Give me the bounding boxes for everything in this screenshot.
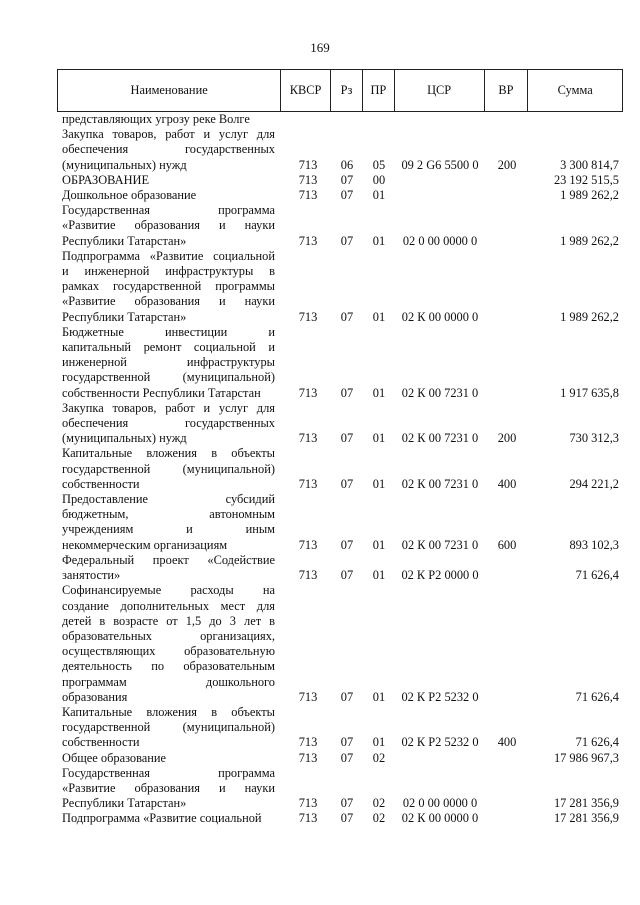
cell-sum: 71 626,4 <box>575 735 619 750</box>
name-line: Республики Татарстан» <box>62 796 187 811</box>
table-row <box>57 188 623 203</box>
name-line: Общее образование <box>62 750 167 765</box>
table-row <box>57 553 623 583</box>
cell-pr: 01 <box>372 568 386 583</box>
table-row <box>57 203 623 249</box>
cell-name <box>57 203 275 249</box>
cell-kvsr: 713 <box>298 811 318 826</box>
name-line: Бюджетные инвестиции и <box>62 324 275 339</box>
name-line: создание дополнительных мест для <box>62 598 275 613</box>
cell-pr: 01 <box>372 385 386 400</box>
cell-csr: 02 К 00 0000 0 <box>401 811 479 826</box>
cell-kvsr: 713 <box>298 309 318 324</box>
table-row <box>57 325 623 401</box>
cell-rz: 07 <box>340 568 354 583</box>
table-row <box>57 766 623 812</box>
name-line: Подпрограмма «Развитие социальной <box>62 248 275 263</box>
cell-csr: 02 К P2 5232 0 <box>401 735 479 750</box>
cell-pr: 01 <box>372 735 386 750</box>
cell-sum: 71 626,4 <box>575 689 619 704</box>
name-line: Капитальные вложения в объекты <box>62 446 275 461</box>
cell-pr: 00 <box>372 172 386 187</box>
cell-csr: 09 2 G6 5500 0 <box>401 157 479 172</box>
cell-name <box>57 705 275 751</box>
cell-rz: 07 <box>340 750 354 765</box>
cell-rz: 07 <box>340 172 354 187</box>
cell-pr: 02 <box>372 750 386 765</box>
table-row <box>57 173 623 188</box>
cell-kvsr: 713 <box>298 431 318 446</box>
cell-csr: 02 К 00 7231 0 <box>401 431 479 446</box>
cell-csr: 02 0 00 0000 0 <box>402 796 478 811</box>
cell-sum: 17 281 356,9 <box>553 811 619 826</box>
header-sum: Сумма <box>557 83 593 97</box>
cell-name <box>57 112 275 127</box>
cell-kvsr: 713 <box>298 385 318 400</box>
cell-csr: 02 К P2 5232 0 <box>401 689 479 704</box>
cell-name <box>57 249 275 325</box>
name-line: государственной (муниципальной) <box>62 720 275 735</box>
name-line: «Развитие образования и науки <box>62 218 275 233</box>
cell-rz: 07 <box>340 431 354 446</box>
cell-kvsr: 713 <box>298 157 318 172</box>
cell-rz: 07 <box>340 537 354 552</box>
name-line: «Развитие образования и науки <box>62 780 275 795</box>
cell-name <box>57 173 275 188</box>
name-line: собственности <box>62 735 140 750</box>
table-row <box>57 446 623 492</box>
cell-sum: 893 102,3 <box>569 537 619 552</box>
cell-kvsr: 713 <box>298 172 318 187</box>
header-kvsr: КВСР <box>281 70 331 111</box>
name-line: Государственная программа <box>62 765 275 780</box>
cell-vr: 400 <box>497 735 517 750</box>
cell-name <box>57 811 275 826</box>
name-line: капитальный ремонт социальной и <box>62 340 275 355</box>
cell-rz: 07 <box>340 811 354 826</box>
cell-kvsr: 713 <box>298 233 318 248</box>
name-line: детей в возрасте от 1,5 до 3 лет в <box>62 613 275 628</box>
table-row <box>57 811 623 826</box>
name-line: собственности Республики Татарстан <box>62 385 261 400</box>
name-line: государственной (муниципальной) <box>62 461 275 476</box>
cell-rz: 07 <box>340 233 354 248</box>
cell-name <box>57 766 275 812</box>
name-line: бюджетным, автономным <box>62 507 275 522</box>
table-row <box>57 249 623 325</box>
table-body <box>57 112 623 827</box>
name-line: Республики Татарстан» <box>62 233 187 248</box>
cell-rz: 06 <box>340 157 354 172</box>
cell-rz: 07 <box>340 385 354 400</box>
cell-vr: 600 <box>497 537 517 552</box>
table-row <box>57 127 623 173</box>
name-line: Закупка товаров, работ и услуг для <box>62 400 275 415</box>
cell-pr: 01 <box>372 188 386 203</box>
cell-sum: 17 281 356,9 <box>553 796 619 811</box>
cell-csr: 02 К 00 7231 0 <box>401 385 479 400</box>
cell-csr: 02 К 00 7231 0 <box>401 476 479 491</box>
cell-kvsr: 713 <box>298 796 318 811</box>
cell-kvsr: 713 <box>298 750 318 765</box>
cell-pr: 01 <box>372 689 386 704</box>
table-row <box>57 751 623 766</box>
name-line: Подпрограмма «Развитие социальной <box>62 811 262 826</box>
header-vr: ВР <box>485 70 529 111</box>
table-header <box>57 69 623 112</box>
cell-pr: 01 <box>372 537 386 552</box>
name-line: занятости» <box>62 568 121 583</box>
cell-name <box>57 188 275 203</box>
cell-sum: 294 221,2 <box>569 476 619 491</box>
cell-rz: 07 <box>340 188 354 203</box>
cell-csr: 02 К 00 7231 0 <box>401 537 479 552</box>
cell-vr: 200 <box>497 157 517 172</box>
name-line: образования <box>62 689 128 704</box>
name-line: Государственная программа <box>62 203 275 218</box>
cell-name <box>57 553 275 583</box>
name-line: образовательных организациях, <box>62 628 275 643</box>
cell-kvsr: 713 <box>298 689 318 704</box>
name-line: и инженерной инфраструктуры в <box>62 264 275 279</box>
table-row <box>57 492 623 553</box>
cell-pr: 01 <box>372 476 386 491</box>
cell-kvsr: 713 <box>298 188 318 203</box>
name-line: обеспечения государственных <box>62 416 275 431</box>
cell-pr: 02 <box>372 796 386 811</box>
table-row <box>57 583 623 705</box>
name-line: «Развитие образования и науки <box>62 294 275 309</box>
cell-sum: 23 192 515,5 <box>553 172 619 187</box>
cell-pr: 01 <box>372 309 386 324</box>
cell-vr: 200 <box>497 431 517 446</box>
cell-name <box>57 401 275 447</box>
name-line: государственной (муниципальной) <box>62 370 275 385</box>
name-line: учреждениям и иным <box>62 522 275 537</box>
cell-rz: 07 <box>340 689 354 704</box>
cell-pr: 01 <box>372 233 386 248</box>
cell-sum: 1 989 262,2 <box>560 188 619 203</box>
cell-csr: 02 0 00 0000 0 <box>402 233 478 248</box>
cell-csr: 02 К P2 0000 0 <box>401 568 479 583</box>
cell-rz: 07 <box>340 476 354 491</box>
name-line: Республики Татарстан» <box>62 309 187 324</box>
cell-name <box>57 583 275 705</box>
table-row <box>57 112 623 127</box>
header-rz: Рз <box>331 70 363 111</box>
name-line: некоммерческим организациям <box>62 537 228 552</box>
name-line: ОБРАЗОВАНИЕ <box>62 172 150 187</box>
cell-csr: 02 К 00 0000 0 <box>401 309 479 324</box>
name-line: Федеральный проект «Содействие <box>62 552 275 567</box>
cell-kvsr: 713 <box>298 476 318 491</box>
cell-name <box>57 492 275 553</box>
cell-kvsr: 713 <box>298 568 318 583</box>
table-row <box>57 705 623 751</box>
cell-sum: 71 626,4 <box>575 568 619 583</box>
cell-sum: 1 917 635,8 <box>560 385 619 400</box>
name-line: (муниципальных) нужд <box>62 157 187 172</box>
header-pr: ПР <box>363 70 395 111</box>
cell-vr: 400 <box>497 476 517 491</box>
header-csr: ЦСР <box>395 70 485 111</box>
cell-name <box>57 325 275 401</box>
header-name: Наименование <box>58 70 281 111</box>
page-number: 169 <box>310 40 330 55</box>
cell-kvsr: 713 <box>298 537 318 552</box>
name-line: рамках государственной программы <box>62 279 275 294</box>
cell-pr: 02 <box>372 811 386 826</box>
cell-rz: 07 <box>340 309 354 324</box>
name-line: Предоставление субсидий <box>62 492 275 507</box>
cell-rz: 07 <box>340 735 354 750</box>
table-row <box>57 401 623 447</box>
cell-sum: 730 312,3 <box>569 431 619 446</box>
name-line: представляющих угрозу реке Волге <box>62 112 250 126</box>
cell-pr: 01 <box>372 431 386 446</box>
name-line: деятельность по образовательным <box>62 659 275 674</box>
name-line: Капитальные вложения в объекты <box>62 704 275 719</box>
cell-rz: 07 <box>340 796 354 811</box>
name-line: инженерной инфраструктуры <box>62 355 275 370</box>
cell-sum: 3 300 814,7 <box>560 157 619 172</box>
cell-sum: 1 989 262,2 <box>560 233 619 248</box>
name-line: Закупка товаров, работ и услуг для <box>62 127 275 142</box>
cell-pr: 05 <box>372 157 386 172</box>
cell-sum: 17 986 967,3 <box>553 750 619 765</box>
name-line: Дошкольное образование <box>62 188 197 203</box>
name-line: обеспечения государственных <box>62 142 275 157</box>
name-line: Софинансируемые расходы на <box>62 583 275 598</box>
cell-sum: 1 989 262,2 <box>560 309 619 324</box>
name-line: программам дошкольного <box>62 674 275 689</box>
cell-name <box>57 446 275 492</box>
name-line: собственности <box>62 476 140 491</box>
cell-name <box>57 127 275 173</box>
name-line: осуществляющих образовательную <box>62 644 275 659</box>
name-line: (муниципальных) нужд <box>62 431 187 446</box>
cell-kvsr: 713 <box>298 735 318 750</box>
cell-name <box>57 751 275 766</box>
